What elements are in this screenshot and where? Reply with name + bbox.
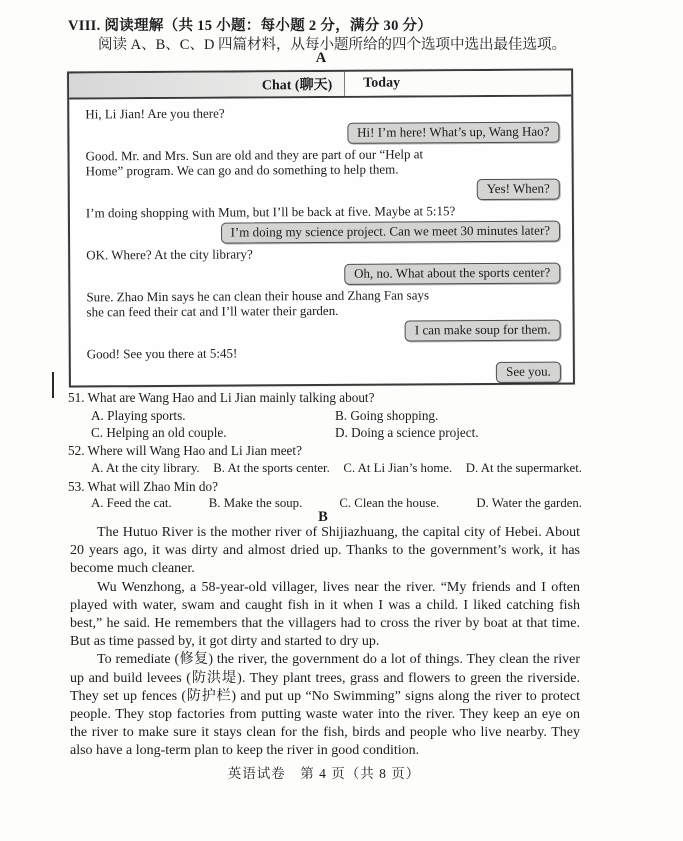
option-d: D. Water the garden. bbox=[476, 496, 582, 511]
chat-tab-label: Chat (聊天) bbox=[69, 72, 345, 98]
passage-paragraph: To remediate (修复) the river, the government do a lot of things. They clean the river up and build levees (防洪堤). They plant trees, grass and flowers to green the riverside. They set up fences (防护栏) and put up “No Swimming” signs along the river to protect people. They stop factories from putting waste water into the river. They keep an eye on the river to make sure it stays clean for the fish, birds and people who live nearby. They also have a long-term plan to keep the river in good condition. bbox=[70, 652, 580, 759]
option-b: B. Going shopping. bbox=[335, 407, 439, 423]
chat-bubble: Hi! I’m here! What’s up, Wang Hao? bbox=[347, 122, 559, 144]
question-number: 53. bbox=[68, 478, 85, 494]
passage-b-label: B bbox=[318, 509, 328, 525]
chat-header bbox=[69, 70, 571, 99]
option-a: A. Feed the cat. bbox=[91, 496, 172, 511]
option-c: C. Helping an old couple. bbox=[91, 425, 227, 441]
question-52-options bbox=[68, 460, 582, 478]
passage-a-label: A bbox=[315, 50, 327, 66]
section-heading: VIII. 阅读理解（共 15 小题：每小题 2 分，满分 30 分） bbox=[68, 18, 433, 34]
scan-artifact-mark bbox=[52, 372, 54, 398]
chat-message-left: Good. Mr. and Mrs. Sun are old and they are part of our “Help at Home” program. We can go and do something to help them. bbox=[85, 146, 424, 179]
chat-bubble: I can make soup for them. bbox=[405, 320, 561, 342]
question-text: What will Zhao Min do? bbox=[87, 478, 218, 494]
chat-message-right bbox=[83, 122, 559, 146]
question-52-stem bbox=[68, 442, 582, 460]
section-instructions: 阅读 A、B、C、D 四篇材料，从每小题所给的四个选项中选出最佳选项。 bbox=[98, 37, 567, 53]
passage-b-text bbox=[70, 524, 580, 761]
option-b: B. Make the soup. bbox=[208, 496, 303, 511]
passage-paragraph: The Hutuo River is the mother river of Shijiazhuang, the capital city of Hebei. About 20 years ago, it was dirty and almost dried up. Thanks to the government’s work, it has become much cleaner. bbox=[70, 525, 580, 577]
chat-date-label: Today bbox=[345, 70, 571, 95]
chat-message-right bbox=[85, 320, 561, 344]
option-a: A. Playing sports. bbox=[91, 407, 186, 423]
questions-block bbox=[68, 389, 582, 513]
option-a: A. At the city library. bbox=[91, 460, 200, 475]
question-51-options bbox=[68, 407, 582, 442]
chat-bubble: Yes! When? bbox=[477, 179, 560, 201]
option-c: C. At Li Jian’s home. bbox=[343, 460, 453, 475]
question-number: 51. bbox=[68, 390, 85, 405]
page-footer: 英语试卷 第 4 页（共 8 页） bbox=[227, 766, 421, 781]
option-c: C. Clean the house. bbox=[339, 496, 440, 511]
chat-message-left: Good! See you there at 5:45! bbox=[86, 345, 238, 362]
chat-message-left: Hi, Li Jian! Are you there? bbox=[85, 105, 225, 122]
chat-dialog-box bbox=[67, 68, 575, 387]
option-b: B. At the sports center. bbox=[213, 460, 330, 475]
question-text: What are Wang Hao and Li Jian mainly talking about? bbox=[87, 390, 375, 405]
chat-bubble: I’m doing my science project. Can we meet 30 minutes later? bbox=[220, 221, 560, 244]
chat-body bbox=[69, 96, 573, 385]
chat-message-right bbox=[84, 263, 560, 287]
question-number: 52. bbox=[68, 443, 85, 459]
question-53-stem bbox=[68, 478, 582, 496]
option-d: D. At the supermarket. bbox=[465, 460, 582, 475]
chat-bubble: See you. bbox=[496, 362, 561, 383]
question-text: Where will Wang Hao and Li Jian meet? bbox=[87, 443, 302, 459]
chat-message-right bbox=[85, 362, 561, 386]
chat-message-right bbox=[84, 221, 560, 245]
option-d: D. Doing a science project. bbox=[335, 425, 479, 441]
chat-bubble: Oh, no. What about the sports center? bbox=[344, 263, 560, 285]
chat-message-right bbox=[84, 179, 560, 203]
chat-message-left: I’m doing shopping with Mum, but I’ll be back at five. Maybe at 5:15? bbox=[85, 203, 456, 221]
passage-paragraph: Wu Wenzhong, a 58-year-old villager, lives near the river. “My friends and I often played with water, swam and caught fish in it when I was a child. I liked catching fish best,” he said. He remembers that the villagers had to cross the river by boat at that time. But as time passed by, it got dirty and started to dry up. bbox=[70, 579, 580, 650]
chat-message-left: OK. Where? At the city library? bbox=[86, 246, 253, 263]
question-51-stem bbox=[68, 389, 582, 407]
chat-message-left: Sure. Zhao Min says he can clean their house and Zhang Fan says she can feed their cat and I’ll water their garden. bbox=[86, 287, 430, 320]
